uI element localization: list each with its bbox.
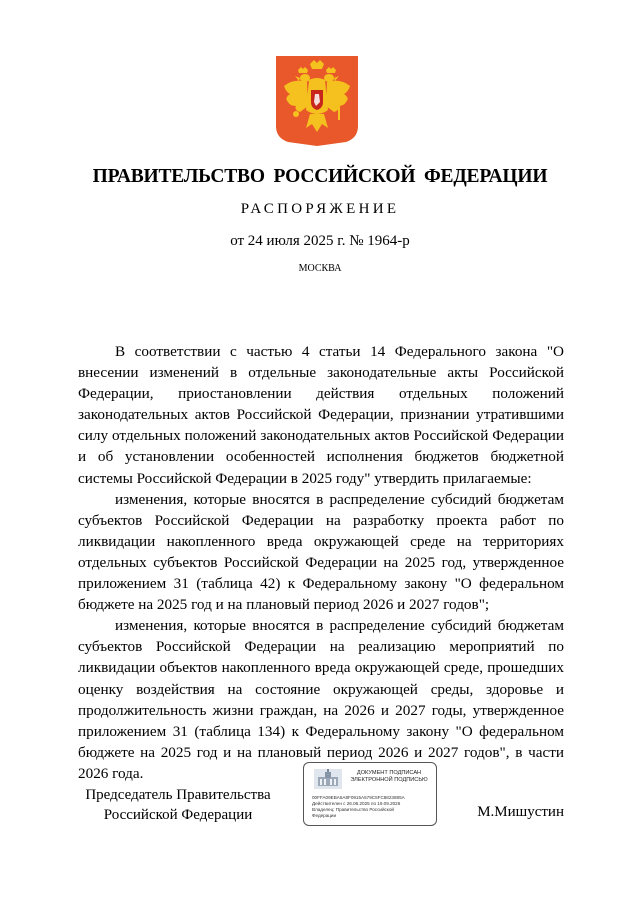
paragraph-item-2: изменения, которые вносятся в распределение субсидий бюджетам субъектов Российской Федерации на реализацию мероприятий по ликвидации объектов накопленного вреда окружающей среде, прошедших оценку воздействия на состояние окружающей среды, здоровье и продолжительность жизни граждан, на 2026 и 2027 годы, утвержденное приложением 31 (таблица 134) к Федеральному закону "О федеральном бюджете на 2025 год и на плановый период 2026 и 2027 годов", в части 2026 года. [78, 617, 564, 782]
coat-of-arms-emblem [276, 56, 358, 146]
stamp-title [344, 770, 434, 784]
document-date-number: от 24 июля 2025 г. № 1964-р [230, 233, 410, 249]
document-type: РАСПОРЯЖЕНИЕ [240, 201, 400, 217]
signatory-name: М.Мишустин [477, 804, 564, 820]
certificate-number: 00FFA09EBA5A8F0915A579C5FC8823885A [312, 795, 405, 800]
paragraph-item-1: изменения, которые вносятся в распределение субсидий бюджетам субъектов Российской Федерации на разработку проекта работ по ликвидации накопленного вреда окружающей среде на территориях отдельных субъектов Российской Федерации на 2025 год, утвержденное приложением 31 (таблица 42) к Федеральному закону "О федеральном бюджете на 2025 год и на плановый период 2026 и 2027 годов"; [78, 490, 564, 614]
signatory-title-line-2: Российской Федерации [103, 807, 253, 823]
government-building-icon [314, 769, 342, 789]
double-headed-eagle-icon [276, 56, 358, 146]
paragraph-intro: В соответствии с частью 4 статьи 14 Федерального закона "О внесении изменений в отдельные законодательные акты Российской Федерации, приостановлении действия отдельных положений законодательных актов Российской Федерации, признании утратившими силу отдельных положений законодательных актов Российской Федерации и об установлении особенностей исполнения бюджетов бюджетной системы Российской Федерации в 2025 году" утвердить прилагаемые: [78, 343, 564, 487]
issuer-heading: ПРАВИТЕЛЬСТВО РОССИЙСКОЙ ФЕДЕРАЦИИ [92, 166, 548, 187]
document-body [78, 341, 564, 784]
certificate-validity: Действителен с 26.06.2025 по 19.09.2026 [312, 801, 401, 806]
certificate-owner-line-1: Владелец: Правительство Российской [312, 807, 394, 812]
electronic-signature-stamp [303, 762, 437, 826]
signatory-title [78, 785, 278, 825]
document-city: МОСКВА [298, 263, 342, 274]
stamp-details [312, 795, 436, 819]
stamp-title-line-2: ЭЛЕКТРОННОЙ ПОДПИСЬЮ [350, 777, 428, 783]
signatory-title-line-1: Председатель Правительства [85, 787, 271, 803]
certificate-owner-line-2: Федерации [312, 813, 337, 818]
stamp-title-line-1: ДОКУМЕНТ ПОДПИСАН [356, 770, 422, 776]
